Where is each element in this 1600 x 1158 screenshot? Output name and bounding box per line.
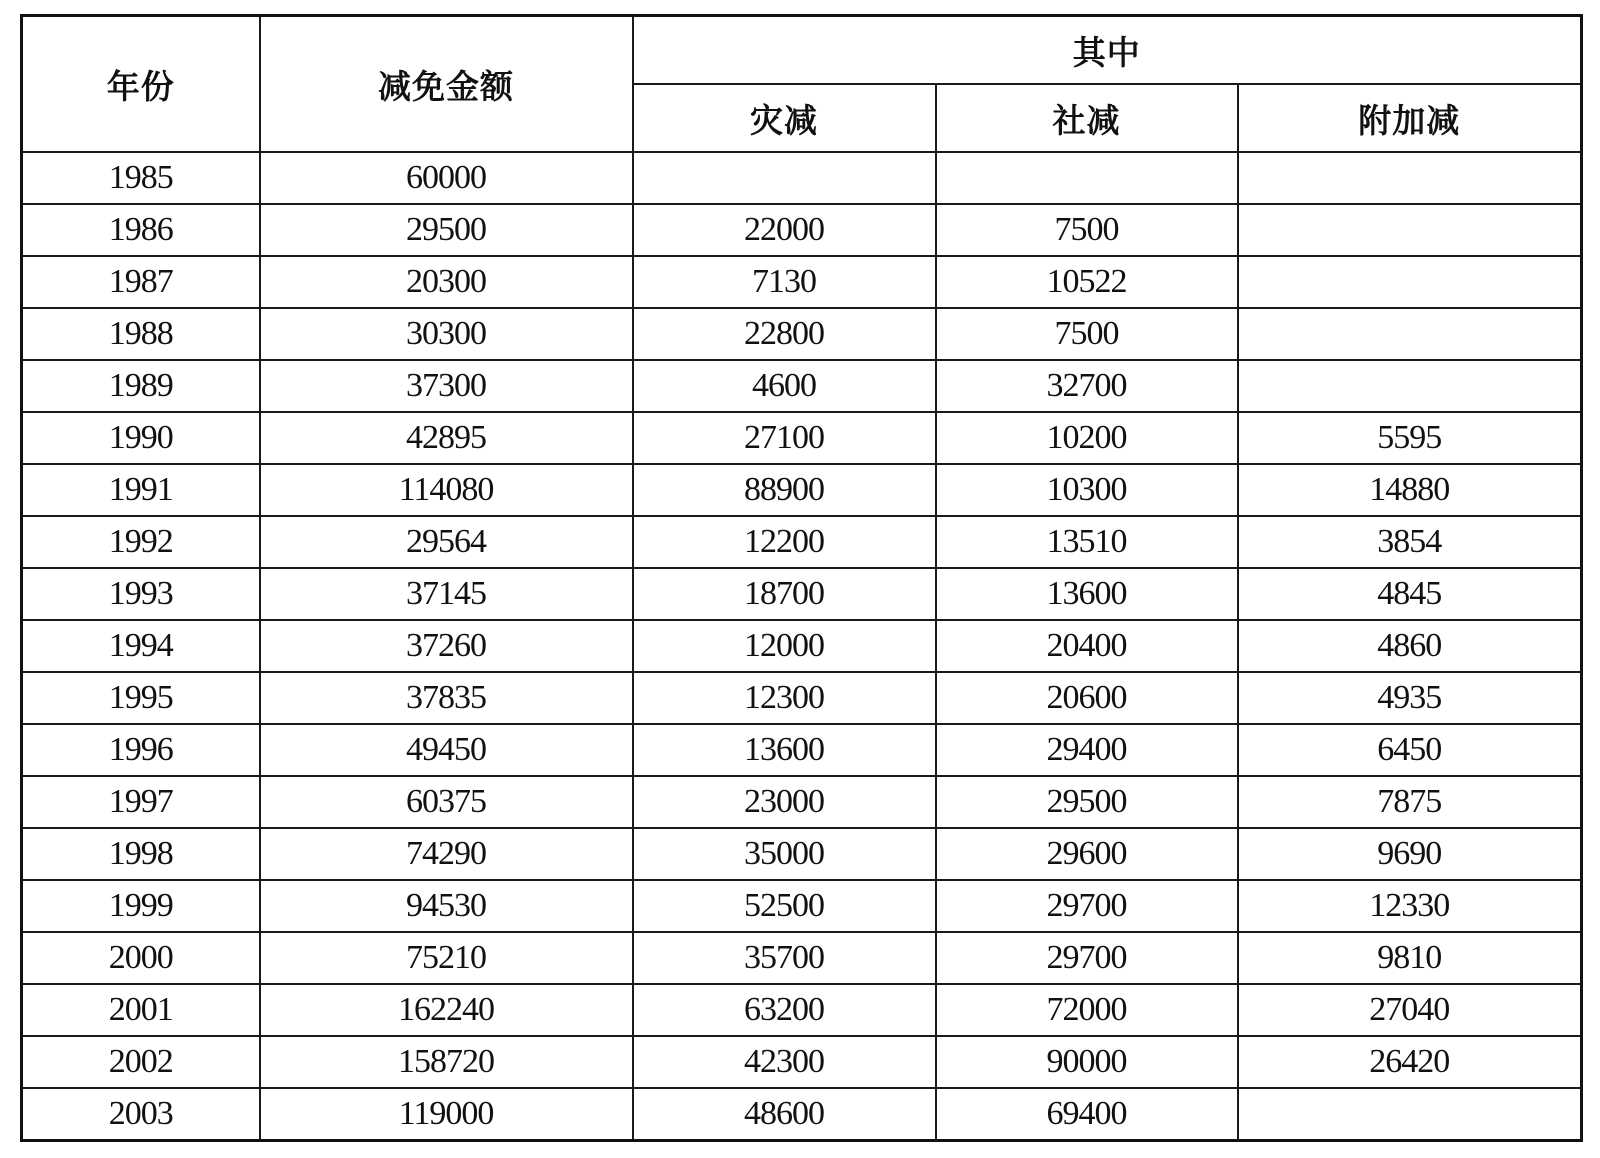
cell-amount: 49450 (260, 724, 633, 776)
cell-year: 1998 (22, 828, 260, 880)
cell-amount: 114080 (260, 464, 633, 516)
cell-disaster-reduction: 22800 (633, 308, 936, 360)
table-row (22, 308, 1582, 360)
cell-year: 1994 (22, 620, 260, 672)
table-row (22, 828, 1582, 880)
cell-social-reduction: 10200 (936, 412, 1238, 464)
cell-year: 1988 (22, 308, 260, 360)
cell-additional-reduction (1238, 1088, 1582, 1141)
table-row (22, 880, 1582, 932)
cell-additional-reduction: 12330 (1238, 880, 1582, 932)
cell-additional-reduction: 4845 (1238, 568, 1582, 620)
cell-year: 1996 (22, 724, 260, 776)
cell-year: 1987 (22, 256, 260, 308)
table-row (22, 1036, 1582, 1088)
header-year: 年份 (22, 16, 260, 153)
cell-year: 2003 (22, 1088, 260, 1141)
header-amount: 减免金额 (260, 16, 633, 153)
cell-social-reduction: 13510 (936, 516, 1238, 568)
cell-disaster-reduction: 48600 (633, 1088, 936, 1141)
cell-social-reduction: 13600 (936, 568, 1238, 620)
cell-amount: 119000 (260, 1088, 633, 1141)
cell-amount: 60000 (260, 152, 633, 204)
cell-additional-reduction (1238, 360, 1582, 412)
cell-year: 1985 (22, 152, 260, 204)
table-row (22, 932, 1582, 984)
cell-year: 1989 (22, 360, 260, 412)
table-row (22, 724, 1582, 776)
cell-additional-reduction: 3854 (1238, 516, 1582, 568)
cell-amount: 37260 (260, 620, 633, 672)
cell-amount: 162240 (260, 984, 633, 1036)
table-header (22, 16, 1582, 153)
cell-social-reduction: 29400 (936, 724, 1238, 776)
table-row (22, 620, 1582, 672)
cell-amount: 60375 (260, 776, 633, 828)
tax-relief-table-container (20, 14, 1580, 1134)
cell-social-reduction: 72000 (936, 984, 1238, 1036)
cell-additional-reduction: 4860 (1238, 620, 1582, 672)
cell-year: 1991 (22, 464, 260, 516)
cell-additional-reduction: 7875 (1238, 776, 1582, 828)
cell-social-reduction: 7500 (936, 308, 1238, 360)
header-row-top (22, 16, 1582, 85)
cell-amount: 20300 (260, 256, 633, 308)
tax-relief-table (20, 14, 1583, 1142)
cell-disaster-reduction: 4600 (633, 360, 936, 412)
cell-additional-reduction: 26420 (1238, 1036, 1582, 1088)
cell-additional-reduction: 9810 (1238, 932, 1582, 984)
cell-additional-reduction: 5595 (1238, 412, 1582, 464)
cell-disaster-reduction: 22000 (633, 204, 936, 256)
header-disaster-reduction: 灾减 (633, 84, 936, 152)
cell-amount: 42895 (260, 412, 633, 464)
cell-disaster-reduction: 35000 (633, 828, 936, 880)
table-row (22, 776, 1582, 828)
cell-additional-reduction: 9690 (1238, 828, 1582, 880)
cell-year: 1997 (22, 776, 260, 828)
cell-additional-reduction (1238, 204, 1582, 256)
cell-amount: 37300 (260, 360, 633, 412)
cell-disaster-reduction: 12200 (633, 516, 936, 568)
cell-social-reduction: 10522 (936, 256, 1238, 308)
table-row (22, 568, 1582, 620)
cell-disaster-reduction: 23000 (633, 776, 936, 828)
cell-amount: 75210 (260, 932, 633, 984)
cell-year: 1992 (22, 516, 260, 568)
table-row (22, 204, 1582, 256)
cell-year: 1993 (22, 568, 260, 620)
cell-amount: 74290 (260, 828, 633, 880)
cell-year: 1986 (22, 204, 260, 256)
header-social-reduction: 社减 (936, 84, 1238, 152)
cell-disaster-reduction: 42300 (633, 1036, 936, 1088)
cell-disaster-reduction: 7130 (633, 256, 936, 308)
cell-disaster-reduction: 12000 (633, 620, 936, 672)
table-row (22, 152, 1582, 204)
table-row (22, 984, 1582, 1036)
cell-social-reduction: 29500 (936, 776, 1238, 828)
table-row (22, 1088, 1582, 1141)
cell-amount: 158720 (260, 1036, 633, 1088)
table-row (22, 516, 1582, 568)
cell-additional-reduction (1238, 256, 1582, 308)
cell-social-reduction: 10300 (936, 464, 1238, 516)
cell-social-reduction: 29600 (936, 828, 1238, 880)
cell-additional-reduction (1238, 308, 1582, 360)
cell-social-reduction: 20400 (936, 620, 1238, 672)
cell-additional-reduction: 6450 (1238, 724, 1582, 776)
cell-year: 1990 (22, 412, 260, 464)
header-group-of-which: 其中 (633, 16, 1582, 85)
cell-social-reduction: 90000 (936, 1036, 1238, 1088)
table-row (22, 464, 1582, 516)
table-row (22, 672, 1582, 724)
cell-disaster-reduction: 13600 (633, 724, 936, 776)
cell-year: 1999 (22, 880, 260, 932)
cell-additional-reduction: 27040 (1238, 984, 1582, 1036)
cell-disaster-reduction (633, 152, 936, 204)
cell-social-reduction: 29700 (936, 932, 1238, 984)
cell-amount: 30300 (260, 308, 633, 360)
cell-social-reduction: 32700 (936, 360, 1238, 412)
cell-year: 2002 (22, 1036, 260, 1088)
table-body (22, 152, 1582, 1141)
table-row (22, 360, 1582, 412)
cell-amount: 29500 (260, 204, 633, 256)
table-row (22, 412, 1582, 464)
cell-year: 2000 (22, 932, 260, 984)
cell-year: 1995 (22, 672, 260, 724)
cell-social-reduction (936, 152, 1238, 204)
cell-disaster-reduction: 88900 (633, 464, 936, 516)
cell-disaster-reduction: 12300 (633, 672, 936, 724)
cell-social-reduction: 20600 (936, 672, 1238, 724)
cell-amount: 37835 (260, 672, 633, 724)
cell-social-reduction: 29700 (936, 880, 1238, 932)
cell-additional-reduction: 4935 (1238, 672, 1582, 724)
cell-disaster-reduction: 27100 (633, 412, 936, 464)
cell-amount: 94530 (260, 880, 633, 932)
cell-additional-reduction: 14880 (1238, 464, 1582, 516)
table-row (22, 256, 1582, 308)
cell-disaster-reduction: 52500 (633, 880, 936, 932)
cell-year: 2001 (22, 984, 260, 1036)
cell-social-reduction: 69400 (936, 1088, 1238, 1141)
cell-disaster-reduction: 18700 (633, 568, 936, 620)
cell-social-reduction: 7500 (936, 204, 1238, 256)
header-additional-reduction: 附加减 (1238, 84, 1582, 152)
cell-amount: 29564 (260, 516, 633, 568)
cell-additional-reduction (1238, 152, 1582, 204)
cell-disaster-reduction: 35700 (633, 932, 936, 984)
cell-disaster-reduction: 63200 (633, 984, 936, 1036)
cell-amount: 37145 (260, 568, 633, 620)
